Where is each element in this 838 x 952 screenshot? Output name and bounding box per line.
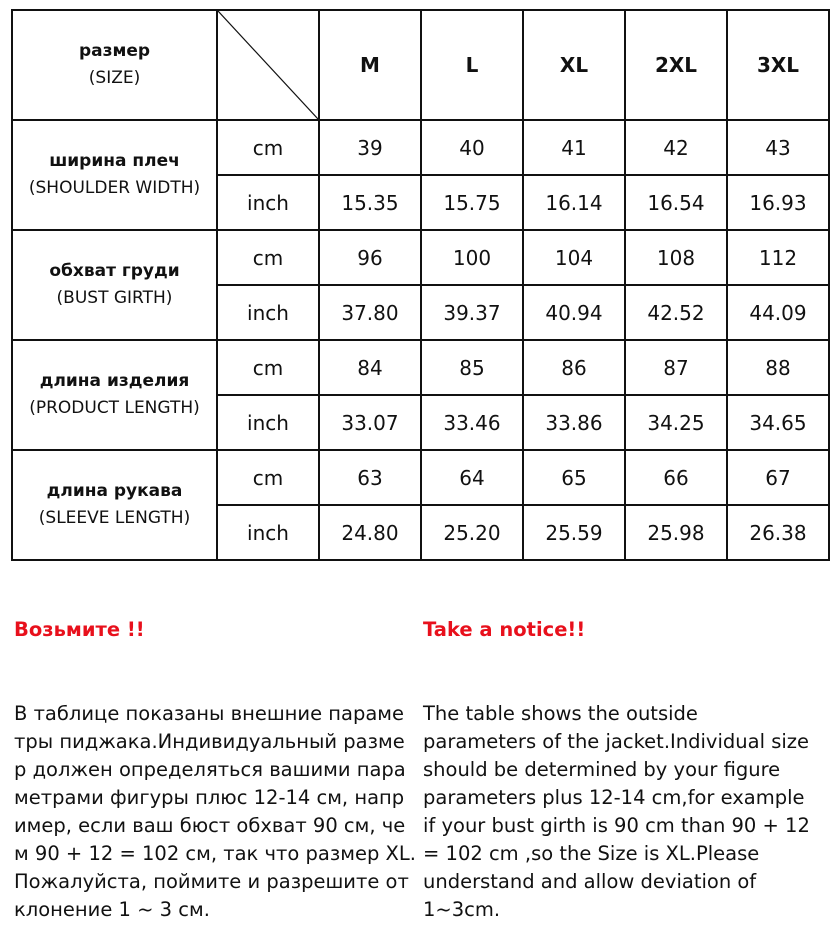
unit-cell: cm — [217, 230, 319, 285]
value-cell: 44.09 — [727, 285, 829, 340]
value-cell: 65 — [523, 450, 625, 505]
value-cell: 39.37 — [421, 285, 523, 340]
value-cell: 87 — [625, 340, 727, 395]
size-col-header: 3XL — [727, 10, 829, 120]
value-cell: 85 — [421, 340, 523, 395]
measurement-label-en: (BUST GIRTH) — [56, 288, 173, 308]
measurement-row — [12, 120, 829, 175]
measurement-label-ru: ширина плеч — [49, 151, 180, 171]
value-cell: 43 — [727, 120, 829, 175]
value-cell: 66 — [625, 450, 727, 505]
value-cell: 67 — [727, 450, 829, 505]
measurement-label-cell — [12, 230, 217, 340]
value-cell: 15.75 — [421, 175, 523, 230]
measurement-row — [12, 230, 829, 285]
measurement-label-cell — [12, 340, 217, 450]
header-row — [12, 10, 829, 120]
value-cell: 15.35 — [319, 175, 421, 230]
value-cell: 26.38 — [727, 505, 829, 560]
measurement-label-ru: длина рукава — [46, 481, 183, 501]
notice-ru — [14, 560, 414, 952]
measurement-row — [12, 450, 829, 505]
diagonal-corner-cell — [217, 10, 319, 120]
size-col-header: M — [319, 10, 421, 120]
value-cell: 16.54 — [625, 175, 727, 230]
unit-cell: cm — [217, 340, 319, 395]
measurement-label-cell — [12, 120, 217, 230]
value-cell: 37.80 — [319, 285, 421, 340]
value-cell: 42.52 — [625, 285, 727, 340]
unit-cell: cm — [217, 120, 319, 175]
measurement-label-en: (SLEEVE LENGTH) — [38, 508, 191, 528]
value-cell: 42 — [625, 120, 727, 175]
value-cell: 16.93 — [727, 175, 829, 230]
unit-cell: cm — [217, 450, 319, 505]
size-header-cell — [12, 10, 217, 120]
value-cell: 41 — [523, 120, 625, 175]
value-cell: 33.46 — [421, 395, 523, 450]
value-cell: 104 — [523, 230, 625, 285]
value-cell: 96 — [319, 230, 421, 285]
value-cell: 88 — [727, 340, 829, 395]
notice-ru-body: В таблице показаны внешние параме тры пиджака.Индивидуальный разме р должен определяться вашими пара метрами фигуры плюс 12-14 см, напр имер, если ваш бюст обхват 90 см, че м 90 + 12 = 102 см, так что размер XL. Пожалуйста, поймите и разрешите от клонение 1 ~ 3 см. — [14, 702, 416, 921]
value-cell: 84 — [319, 340, 421, 395]
notice-en-body: The table shows the outside parameters of the jacket.Individual size should be determined by your figure parameters plus 12-14 cm,for example if your bust girth is 90 cm than 90 + 12 = 102 cm ,so the Size is XL.Please understand and allow deviation of 1~3cm. — [423, 702, 810, 921]
unit-cell: inch — [217, 505, 319, 560]
diagonal-line — [218, 11, 318, 119]
measurement-label-en: (PRODUCT LENGTH) — [29, 398, 200, 418]
value-cell: 16.14 — [523, 175, 625, 230]
value-cell: 34.25 — [625, 395, 727, 450]
measurement-label-en: (SHOULDER WIDTH) — [28, 178, 201, 198]
value-cell: 40 — [421, 120, 523, 175]
notice-en-title: Take a notice!! — [423, 618, 586, 641]
unit-cell: inch — [217, 175, 319, 230]
measurement-label-cell — [12, 450, 217, 560]
value-cell: 108 — [625, 230, 727, 285]
value-cell: 40.94 — [523, 285, 625, 340]
value-cell: 112 — [727, 230, 829, 285]
size-col-header: XL — [523, 10, 625, 120]
size-col-header: 2XL — [625, 10, 727, 120]
measurement-label-ru: обхват груди — [49, 261, 180, 281]
value-cell: 86 — [523, 340, 625, 395]
measurement-label-ru: длина изделия — [39, 371, 190, 391]
size-label-ru: размер — [78, 41, 151, 61]
value-cell: 63 — [319, 450, 421, 505]
value-cell: 34.65 — [727, 395, 829, 450]
value-cell: 64 — [421, 450, 523, 505]
size-chart-table — [11, 9, 830, 561]
notice-ru-title: Возьмите !! — [14, 618, 145, 641]
size-label-en: (SIZE) — [88, 68, 141, 88]
value-cell: 25.98 — [625, 505, 727, 560]
value-cell: 25.59 — [523, 505, 625, 560]
unit-cell: inch — [217, 285, 319, 340]
value-cell: 33.86 — [523, 395, 625, 450]
value-cell: 25.20 — [421, 505, 523, 560]
value-cell: 33.07 — [319, 395, 421, 450]
size-col-header: L — [421, 10, 523, 120]
unit-cell: inch — [217, 395, 319, 450]
notice-en — [423, 560, 828, 952]
measurement-row — [12, 340, 829, 395]
value-cell: 24.80 — [319, 505, 421, 560]
value-cell: 39 — [319, 120, 421, 175]
value-cell: 100 — [421, 230, 523, 285]
